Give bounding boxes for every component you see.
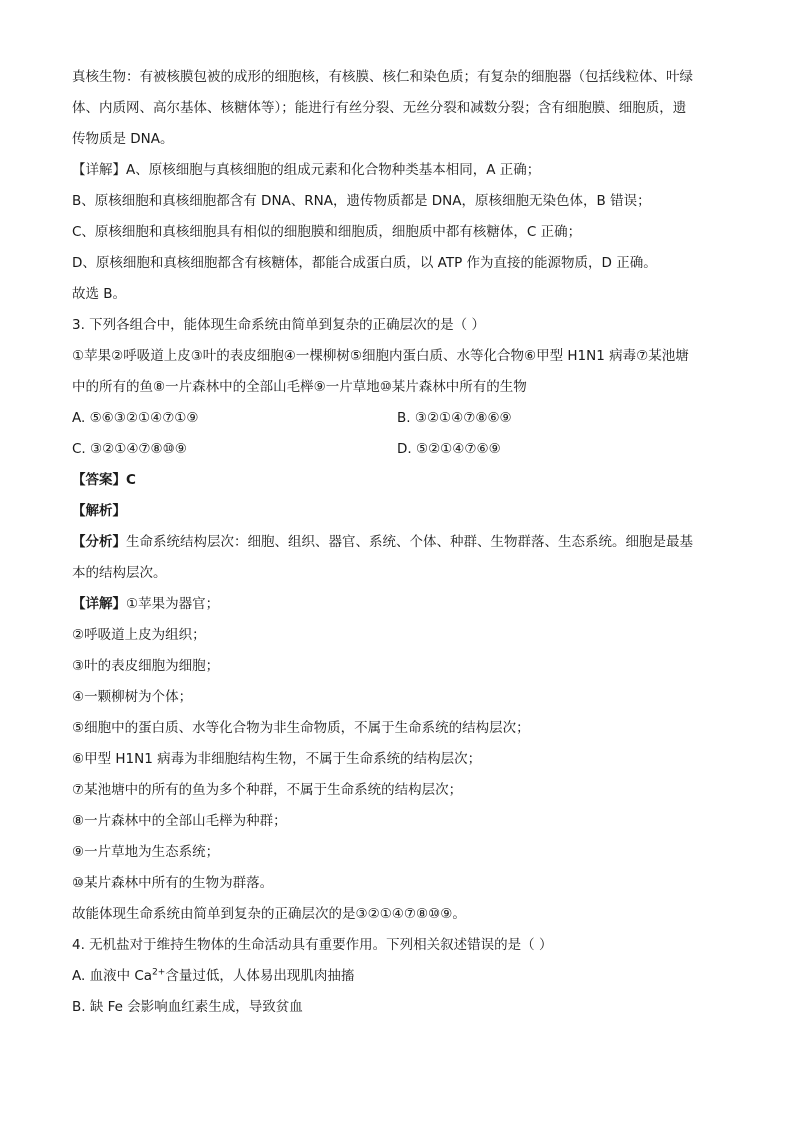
detail-tag: 【详解】 [72,596,126,612]
answer-line: 【答案】C [72,472,136,488]
detail-item: ②呼吸道上皮为组织； [72,627,206,643]
text-line: 本的结构层次。 [72,565,167,581]
question-3-stem: 3. 下列各组合中，能体现生命系统由简单到复杂的正确层次的是（ ） [72,317,485,333]
question-3-items: 中的所有的鱼⑧一片森林中的全部山毛榉⑨一片草地⑩某片森林中所有的生物 [72,379,527,395]
document-content [72,62,732,1023]
detail-item: ⑩某片森林中所有的生物为群落。 [72,875,274,891]
option-a-prefix: A. 血液中 Ca [72,968,153,984]
text-line: C、原核细胞和真核细胞具有相似的细胞膜和细胞质，细胞质中都有核糖体，C 正确； [72,224,582,240]
question-4-stem: 4. 无机盐对于维持生物体的生命活动具有重要作用。下列相关叙述错误的是（ ） [72,937,553,953]
text-line: 体、内质网、高尔基体、核糖体等）；能进行有丝分裂、无丝分裂和减数分裂；含有细胞膜、细胞质，遗 [72,100,687,116]
question-3-items: ①苹果②呼吸道上皮③叶的表皮细胞④一棵柳树⑤细胞内蛋白质、水等化合物⑥甲型 H1N1 病毒⑦某池塘 [72,348,689,364]
fenxi-tag: 【分析】 [72,534,126,550]
question-3-options-row-2 [72,434,732,465]
option-a: A. ⑤⑥③②①④⑦①⑨ [72,410,199,426]
detail-item: ⑤细胞中的蛋白质、水等化合物为非生命物质，不属于生命系统的结构层次； [72,720,530,736]
fenxi-text: 生命系统结构层次：细胞、组织、器官、系统、个体、种群、生物群落、生态系统。细胞是最基 [126,534,693,550]
detail-item: ⑨一片草地为生态系统； [72,844,220,860]
conclusion-line: 故选 B。 [72,286,127,302]
detail-item: ③叶的表皮细胞为细胞； [72,658,220,674]
fenxi-paragraph [72,527,732,558]
text-line: 真核生物：有被核膜包被的成形的细胞核，有核膜、核仁和染色质；有复杂的细胞器（包括线粒体、叶绿 [72,69,693,85]
option-b: B. ③②①④⑦⑧⑥⑨ [397,410,512,426]
option-a [72,961,732,992]
text-line: D、原核细胞和真核细胞都含有核糖体，都能合成蛋白质，以 ATP 作为直接的能源物质，D 正确。 [72,255,657,271]
detail-paragraph [72,589,732,620]
option-a-suffix: 含量过低，人体易出现肌肉抽搐 [165,968,355,984]
detail-paragraph: 【详解】A、原核细胞与真核细胞的组成元素和化合物种类基本相同，A 正确； [72,162,541,178]
detail-item: ⑥甲型 H1N1 病毒为非细胞结构生物，不属于生命系统的结构层次； [72,751,482,767]
question-3-options-row-1 [72,403,732,434]
detail-text: ①苹果为器官； [126,596,220,612]
option-a-superscript: 2+ [152,967,166,978]
option-d: D. ⑤②①④⑦⑥⑨ [397,441,501,457]
detail-item: ⑦某池塘中的所有的鱼为多个种群，不属于生命系统的结构层次； [72,782,463,798]
text-line: B、原核细胞和真核细胞都含有 DNA、RNA，遗传物质都是 DNA，原核细胞无染色体，B 错误； [72,193,651,209]
text-line: 传物质是 DNA。 [72,131,174,147]
detail-item: ④一颗柳树为个体； [72,689,193,705]
detail-item: ⑧一片森林中的全部山毛榉为种群； [72,813,287,829]
option-b: B. 缺 Fe 会影响血红素生成，导致贫血 [72,999,303,1015]
analysis-heading: 【解析】 [72,503,126,519]
option-c: C. ③②①④⑦⑧⑩⑨ [72,441,187,457]
conclusion-line: 故能体现生命系统由简单到复杂的正确层次的是③②①④⑦⑧⑩⑨。 [72,906,466,922]
